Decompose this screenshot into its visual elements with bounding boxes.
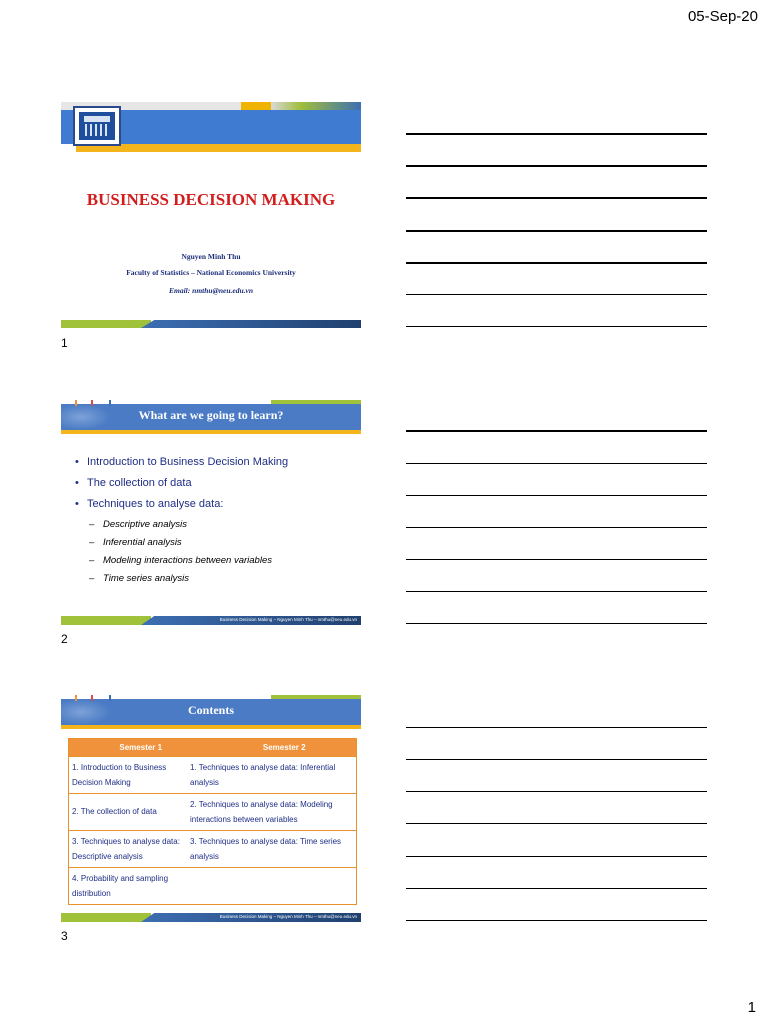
dash-marker: – bbox=[89, 555, 95, 566]
slide-1-footer-bar bbox=[61, 320, 361, 328]
list-item bbox=[75, 498, 355, 510]
note-line bbox=[406, 888, 707, 889]
bullet-marker: • bbox=[75, 498, 79, 510]
sub-list-item bbox=[89, 519, 355, 530]
slide-1-header bbox=[61, 102, 361, 152]
slide-2-footer-bar bbox=[61, 616, 361, 625]
banner-tick bbox=[109, 400, 111, 406]
table-row bbox=[69, 793, 356, 830]
slide-2-bullet-list bbox=[75, 456, 355, 591]
banner-tick bbox=[109, 695, 111, 701]
handout-page-number: 1 bbox=[747, 999, 756, 1016]
slide-2-title: What are we going to learn? bbox=[138, 408, 284, 422]
banner-tick bbox=[91, 400, 93, 406]
table-cell: 1. Introduction to Business Decision Making bbox=[72, 763, 167, 787]
sub-list-item bbox=[89, 573, 355, 584]
table-cell: 3. Techniques to analyse data: Descriptive analysis bbox=[72, 837, 180, 861]
table-row bbox=[69, 756, 356, 793]
slide-1-title: BUSINESS DECISION MAKING bbox=[86, 190, 336, 209]
slide-2 bbox=[61, 400, 361, 625]
note-line bbox=[406, 262, 707, 264]
slide-3-banner bbox=[61, 695, 361, 729]
note-line bbox=[406, 165, 707, 167]
table-cell bbox=[187, 868, 356, 904]
note-line bbox=[406, 326, 707, 327]
table-header-semester-1: Semester 1 bbox=[119, 743, 163, 752]
footer-green-bar bbox=[61, 913, 151, 922]
note-line bbox=[406, 133, 707, 135]
note-line bbox=[406, 197, 707, 199]
footer-green-bar bbox=[61, 320, 151, 328]
table-cell: 4. Probability and sampling distribution bbox=[72, 874, 169, 898]
note-line bbox=[406, 920, 707, 921]
note-line bbox=[406, 230, 707, 232]
banner-ticks bbox=[75, 695, 115, 701]
banner-bottom-stripe bbox=[61, 430, 361, 434]
slide-2-footer-text: Business Decision Making – Nguyen Minh Thu – nmthu@neu.edu.vn bbox=[219, 617, 357, 622]
university-logo bbox=[73, 106, 121, 146]
note-line bbox=[406, 823, 707, 824]
note-line bbox=[406, 727, 707, 728]
note-line bbox=[406, 759, 707, 760]
slide-3-title: Contents bbox=[187, 703, 234, 717]
slide-number-3: 3 bbox=[61, 929, 68, 943]
slide-2-banner bbox=[61, 400, 361, 434]
slide-1-affiliation: Faculty of Statistics – National Economics University bbox=[126, 268, 296, 277]
slide-number-2: 2 bbox=[61, 632, 68, 646]
note-line bbox=[406, 559, 707, 560]
logo-columns bbox=[85, 124, 109, 136]
dash-marker: – bbox=[89, 519, 95, 530]
note-line bbox=[406, 430, 707, 432]
slide-1-author: Nguyen Minh Thu bbox=[181, 252, 241, 261]
note-line bbox=[406, 495, 707, 496]
logo-roof bbox=[84, 116, 110, 122]
list-item-text: Introduction to Business Decision Making bbox=[87, 456, 289, 468]
list-item-text: The collection of data bbox=[87, 477, 192, 489]
banner-ticks bbox=[75, 400, 115, 406]
banner-tick bbox=[75, 695, 77, 701]
slide-3-footer-bar bbox=[61, 913, 361, 922]
sub-list-item-text: Modeling interactions between variables bbox=[103, 555, 272, 566]
list-item-text: Techniques to analyse data: bbox=[87, 498, 224, 510]
dash-marker: – bbox=[89, 537, 95, 548]
table-header-row bbox=[69, 739, 356, 756]
note-line bbox=[406, 791, 707, 792]
sub-list-item-text: Time series analysis bbox=[103, 573, 189, 584]
table-cell: 2. The collection of data bbox=[72, 807, 157, 816]
note-line bbox=[406, 591, 707, 592]
table-cell: 2. Techniques to analyse data: Modeling interactions between variables bbox=[190, 800, 333, 824]
bullet-marker: • bbox=[75, 477, 79, 489]
banner-bottom-stripe bbox=[61, 725, 361, 729]
slide-1 bbox=[61, 102, 361, 328]
sub-list-item bbox=[89, 555, 355, 566]
list-item bbox=[75, 456, 355, 468]
note-line bbox=[406, 527, 707, 528]
table-row bbox=[69, 830, 356, 867]
sub-list-item-text: Inferential analysis bbox=[103, 537, 182, 548]
handout-date: 05-Sep-20 bbox=[687, 8, 758, 25]
table-header-semester-2: Semester 2 bbox=[262, 743, 306, 752]
bullet-marker: • bbox=[75, 456, 79, 468]
sub-list-item-text: Descriptive analysis bbox=[103, 519, 187, 530]
table-cell: 3. Techniques to analyse data: Time series analysis bbox=[190, 837, 342, 861]
slide-3-footer-text: Business Decision Making – Nguyen Minh Thu – nmthu@neu.edu.vn bbox=[219, 914, 357, 919]
slide-1-email: Email: nmthu@neu.edu.vn bbox=[169, 286, 253, 295]
footer-green-bar bbox=[61, 616, 151, 625]
contents-table bbox=[68, 738, 357, 905]
sub-list-item bbox=[89, 537, 355, 548]
note-line bbox=[406, 294, 707, 295]
dash-marker: – bbox=[89, 573, 95, 584]
footer-blue-bar bbox=[141, 320, 361, 328]
table-row bbox=[69, 867, 356, 904]
note-line bbox=[406, 856, 707, 857]
table-cell: 1. Techniques to analyse data: Inferential analysis bbox=[190, 763, 336, 787]
slide-number-1: 1 bbox=[61, 336, 68, 350]
banner-tick bbox=[91, 695, 93, 701]
slide-3 bbox=[61, 695, 361, 922]
note-line bbox=[406, 623, 707, 624]
note-line bbox=[406, 463, 707, 464]
list-item bbox=[75, 477, 355, 489]
banner-tick bbox=[75, 400, 77, 406]
